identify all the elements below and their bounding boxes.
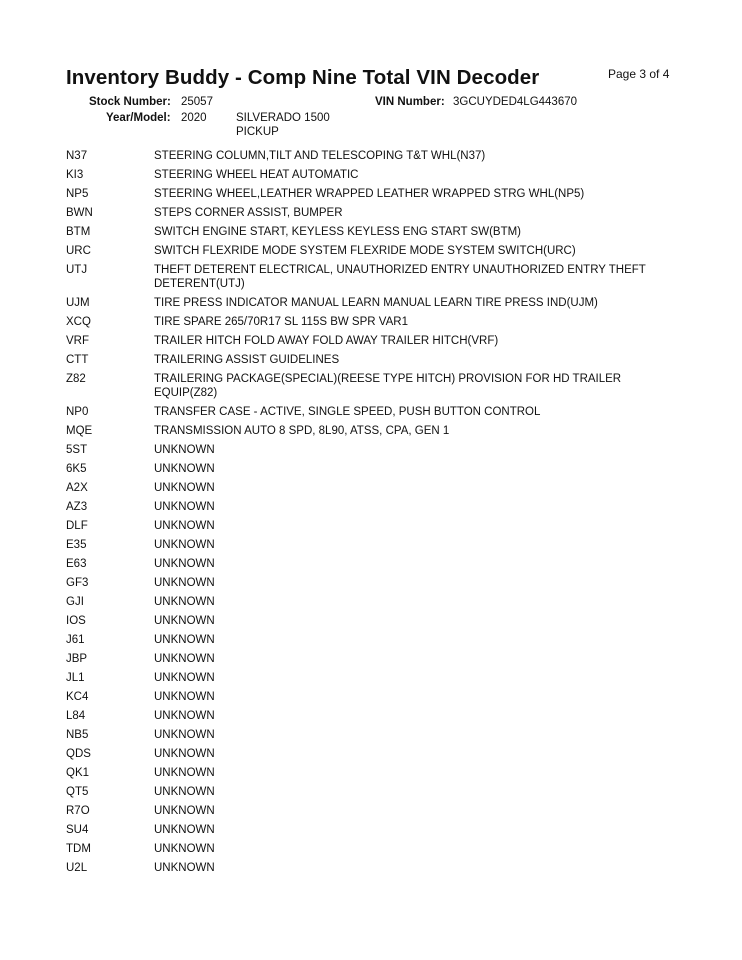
option-description: UNKNOWN (154, 748, 215, 760)
option-description: UNKNOWN (154, 805, 215, 817)
option-code: DLF (66, 520, 88, 532)
option-row (0, 821, 742, 840)
stock-number-label: Stock Number: (89, 96, 171, 108)
option-code: CTT (66, 354, 89, 366)
option-code: XCQ (66, 316, 91, 328)
option-code: AZ3 (66, 501, 88, 513)
option-row (0, 764, 742, 783)
document-title: Inventory Buddy - Comp Nine Total VIN Decoder (66, 66, 540, 89)
vin-number-value: 3GCUYDED4LG443670 (453, 96, 578, 108)
option-description: SWITCH FLEXRIDE MODE SYSTEM FLEXRIDE MODE SYSTEM SWITCH(URC) (154, 245, 576, 257)
option-row (0, 802, 742, 821)
option-row (0, 166, 742, 185)
option-description: UNKNOWN (154, 615, 215, 627)
model-value: SILVERADO 1500 PICKUP (236, 112, 330, 138)
option-description: UNKNOWN (154, 767, 215, 779)
option-description: UNKNOWN (154, 634, 215, 646)
option-row (0, 707, 742, 726)
option-description: SWITCH ENGINE START, KEYLESS KEYLESS ENG START SW(BTM) (154, 226, 522, 238)
option-code: BWN (66, 207, 93, 219)
option-description: STEERING COLUMN,TILT AND TELESCOPING T&T WHL(N37) (154, 150, 486, 162)
option-row (0, 859, 742, 878)
option-code: QDS (66, 748, 91, 760)
option-description: TRAILER HITCH FOLD AWAY FOLD AWAY TRAILER HITCH(VRF) (154, 335, 499, 347)
option-code: UJM (66, 297, 90, 309)
option-description: TRAILERING PACKAGE(SPECIAL)(REESE TYPE HITCH) PROVISION FOR HD TRAILER EQUIP(Z82) (154, 373, 622, 399)
option-row (0, 313, 742, 332)
option-description: UNKNOWN (154, 463, 215, 475)
page-number: Page 3 of 4 (608, 67, 670, 81)
option-code: UTJ (66, 264, 88, 276)
option-row (0, 479, 742, 498)
option-description: UNKNOWN (154, 653, 215, 665)
option-row (0, 261, 742, 294)
option-code: N37 (66, 150, 88, 162)
option-code: NB5 (66, 729, 89, 741)
option-row (0, 783, 742, 802)
option-description: UNKNOWN (154, 729, 215, 741)
option-description: UNKNOWN (154, 672, 215, 684)
option-row (0, 441, 742, 460)
option-description: UNKNOWN (154, 824, 215, 836)
option-row (0, 242, 742, 261)
option-code: BTM (66, 226, 91, 238)
option-code: E35 (66, 539, 87, 551)
option-row (0, 332, 742, 351)
option-description: THEFT DETERENT ELECTRICAL, UNAUTHORIZED ENTRY UNAUTHORIZED ENTRY THEFT DETERENT(UTJ) (154, 264, 646, 290)
option-code: IOS (66, 615, 86, 627)
option-description: TRAILERING ASSIST GUIDELINES (154, 354, 340, 366)
option-description: UNKNOWN (154, 843, 215, 855)
option-description: TRANSFER CASE - ACTIVE, SINGLE SPEED, PUSH BUTTON CONTROL (154, 406, 541, 418)
option-row (0, 460, 742, 479)
option-row (0, 669, 742, 688)
option-code: NP5 (66, 188, 89, 200)
stock-number-value: 25057 (181, 96, 213, 108)
year-model-label: Year/Model: (106, 112, 171, 124)
option-description: UNKNOWN (154, 596, 215, 608)
option-description: UNKNOWN (154, 577, 215, 589)
option-row (0, 612, 742, 631)
option-row (0, 403, 742, 422)
option-code: URC (66, 245, 91, 257)
option-description: TIRE SPARE 265/70R17 SL 115S BW SPR VAR1 (154, 316, 408, 328)
option-row (0, 631, 742, 650)
option-code: JL1 (66, 672, 85, 684)
option-row (0, 574, 742, 593)
option-description: UNKNOWN (154, 501, 215, 513)
option-description: STEERING WHEEL,LEATHER WRAPPED LEATHER WRAPPED STRG WHL(NP5) (154, 188, 585, 200)
option-code: 5ST (66, 444, 88, 456)
option-code: JBP (66, 653, 88, 665)
option-code: U2L (66, 862, 88, 874)
option-code: E63 (66, 558, 87, 570)
option-row (0, 517, 742, 536)
option-code: SU4 (66, 824, 89, 836)
option-row (0, 745, 742, 764)
option-description: UNKNOWN (154, 520, 215, 532)
option-code: A2X (66, 482, 88, 494)
option-row (0, 294, 742, 313)
option-code: KI3 (66, 169, 84, 181)
option-row (0, 593, 742, 612)
option-row (0, 688, 742, 707)
option-description: UNKNOWN (154, 558, 215, 570)
option-row (0, 185, 742, 204)
option-row (0, 650, 742, 669)
option-code: QT5 (66, 786, 89, 798)
option-code: Z82 (66, 373, 86, 385)
option-description: UNKNOWN (154, 691, 215, 703)
option-code-list (0, 147, 742, 878)
option-description: UNKNOWN (154, 862, 215, 874)
option-row (0, 147, 742, 166)
option-code: MQE (66, 425, 93, 437)
option-description: STEERING WHEEL HEAT AUTOMATIC (154, 169, 359, 181)
vin-number-label: VIN Number: (375, 96, 445, 108)
option-row (0, 840, 742, 859)
option-row (0, 422, 742, 441)
option-row (0, 536, 742, 555)
option-description: UNKNOWN (154, 710, 215, 722)
option-description: UNKNOWN (154, 786, 215, 798)
option-row (0, 498, 742, 517)
option-code: KC4 (66, 691, 89, 703)
option-description: STEPS CORNER ASSIST, BUMPER (154, 207, 343, 219)
option-description: UNKNOWN (154, 539, 215, 551)
option-description: TIRE PRESS INDICATOR MANUAL LEARN MANUAL LEARN TIRE PRESS IND(UJM) (154, 297, 598, 309)
option-row (0, 370, 742, 403)
option-row (0, 351, 742, 370)
option-description: UNKNOWN (154, 444, 215, 456)
option-code: GF3 (66, 577, 89, 589)
option-code: NP0 (66, 406, 89, 418)
year-value: 2020 (181, 112, 207, 124)
option-description: TRANSMISSION AUTO 8 SPD, 8L90, ATSS, CPA, GEN 1 (154, 425, 450, 437)
option-description: UNKNOWN (154, 482, 215, 494)
option-code: GJI (66, 596, 84, 608)
option-row (0, 555, 742, 574)
option-code: 6K5 (66, 463, 87, 475)
option-code: VRF (66, 335, 89, 347)
option-row (0, 204, 742, 223)
option-code: TDM (66, 843, 91, 855)
option-row (0, 223, 742, 242)
option-code: QK1 (66, 767, 90, 779)
option-code: J61 (66, 634, 85, 646)
option-row (0, 726, 742, 745)
option-code: R7O (66, 805, 90, 817)
option-code: L84 (66, 710, 86, 722)
